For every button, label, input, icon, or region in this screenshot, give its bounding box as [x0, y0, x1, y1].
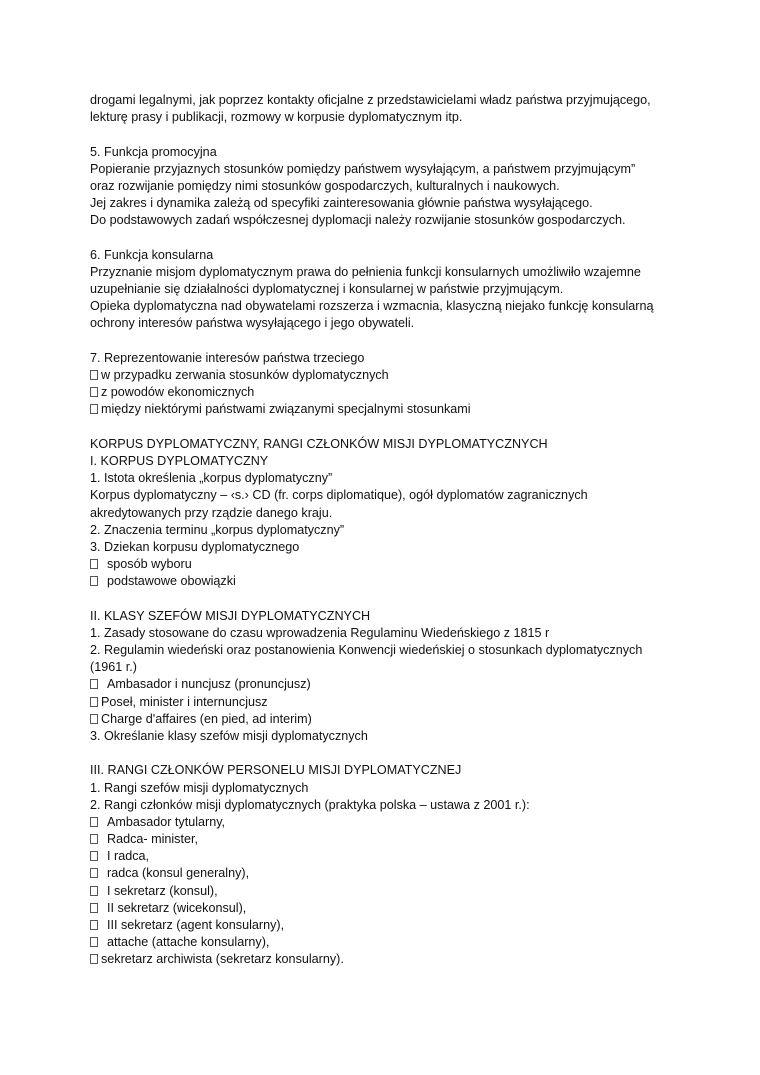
list-item: między niektórymi państwami związanymi specjalnymi stosunkami [90, 401, 680, 418]
paragraph-line: Korpus dyplomatyczny – ‹s.› CD (fr. corps diplomatique), ogół dyplomatów zagranicznych [90, 488, 588, 503]
paragraph-line: akredytowanych przy rządzie danego kraju. [90, 505, 333, 520]
paragraph-line: lekturę prasy i publikacji, rozmowy w korpusie dyplomatycznym itp. [90, 110, 463, 125]
paragraph-line: 3. Określanie klasy szefów misji dyplomatycznych [90, 728, 368, 743]
paragraph-line: oraz rozwijanie pomiędzy nimi stosunków gospodarczych, kulturalnych i naukowych. [90, 178, 560, 193]
list-item: w przypadku zerwania stosunków dyplomatycznych [90, 367, 680, 384]
list-item: II sekretarz (wicekonsul), [90, 900, 680, 917]
bullet-box-icon [90, 576, 98, 586]
list-item: radca (konsul generalny), [90, 865, 680, 882]
list-item: attache (attache konsularny), [90, 934, 680, 951]
paragraph-line: 3. Dziekan korpusu dyplomatycznego [90, 539, 300, 554]
section-heading: 7. Reprezentowanie interesów państwa trzeciego [90, 350, 365, 365]
bullet-box-icon [90, 834, 98, 844]
paragraph-line: ochrony interesów państwa wysyłającego i jego obywateli. [90, 316, 415, 331]
document-body [90, 92, 680, 969]
bullet-box-icon [90, 886, 98, 896]
section-heading: II. KLASY SZEFÓW MISJI DYPLOMATYCZNYCH [90, 608, 371, 623]
list-item: III sekretarz (agent konsularny), [90, 917, 680, 934]
paragraph-line: 1. Istota określenia „korpus dyplomatyczny” [90, 471, 333, 486]
paragraph-line: 2. Rangi członków misji dyplomatycznych (praktyka polska – ustawa z 2001 r.): [90, 797, 530, 812]
list-item: I radca, [90, 848, 680, 865]
list-item: I sekretarz (konsul), [90, 883, 680, 900]
bullet-box-icon [90, 903, 98, 913]
section-heading: 5. Funkcja promocyjna [90, 144, 217, 159]
list-item: Charge d'affaires (en pied, ad interim) [90, 711, 680, 728]
bullet-box-icon [90, 937, 98, 947]
list-item: Poseł, minister i internuncjusz [90, 694, 680, 711]
list-item: z powodów ekonomicznych [90, 384, 680, 401]
bullet-box-icon [90, 920, 98, 930]
bullet-box-icon [90, 851, 98, 861]
section-heading: 6. Funkcja konsularna [90, 247, 214, 262]
bullet-box-icon [90, 370, 98, 380]
section-heading: I. KORPUS DYPLOMATYCZNY [90, 453, 269, 468]
list-item: podstawowe obowiązki [90, 573, 680, 590]
bullet-box-icon [90, 559, 98, 569]
chapter-title: KORPUS DYPLOMATYCZNY, RANGI CZŁONKÓW MISJI DYPLOMATYCZNYCH [90, 436, 548, 451]
paragraph-line: uzupełnianie się działalności dyplomatycznej i konsularnej w państwie przyjmującym. [90, 282, 564, 297]
paragraph-line: 2. Znaczenia terminu „korpus dyplomatyczny” [90, 522, 345, 537]
paragraph-line: drogami legalnymi, jak poprzez kontakty oficjalne z przedstawicielami władz państwa przyjmującego, [90, 93, 651, 107]
list-item: sekretarz archiwista (sekretarz konsularny). [90, 951, 680, 968]
bullet-box-icon [90, 817, 98, 827]
paragraph-line: Opieka dyplomatyczna nad obywatelami rozszerza i wzmacnia, klasyczną niejako funkcję konsularną [90, 299, 654, 314]
bullet-box-icon [90, 387, 98, 397]
paragraph-line: 1. Zasady stosowane do czasu wprowadzenia Regulaminu Wiedeńskiego z 1815 r [90, 625, 550, 640]
bullet-box-icon [90, 697, 98, 707]
paragraph-line: Do podstawowych zadań współczesnej dyplomacji należy rozwijanie stosunków gospodarczych. [90, 213, 626, 228]
paragraph-line: 1. Rangi szefów misji dyplomatycznych [90, 780, 309, 795]
bullet-box-icon [90, 868, 98, 878]
list-item: Ambasador tytularny, [90, 814, 680, 831]
paragraph-line: (1961 r.) [90, 660, 137, 675]
bullet-box-icon [90, 404, 98, 414]
paragraph-line: 2. Regulamin wiedeński oraz postanowienia Konwencji wiedeńskiej o stosunkach dyplomatycznych [90, 643, 643, 657]
list-item: Ambasador i nuncjusz (pronuncjusz) [90, 676, 680, 693]
paragraph-line: Popieranie przyjaznych stosunków pomiędzy państwem wysyłającym, a państwem przyjmującym” [90, 161, 636, 176]
list-item: Radca- minister, [90, 831, 680, 848]
bullet-box-icon [90, 714, 98, 724]
section-heading: III. RANGI CZŁONKÓW PERSONELU MISJI DYPLOMATYCZNEJ [90, 763, 462, 778]
paragraph-line: Przyznanie misjom dyplomatycznym prawa do pełnienia funkcji konsularnych umożliwiło wzajemne [90, 264, 641, 279]
bullet-box-icon [90, 954, 98, 964]
bullet-box-icon [90, 679, 98, 689]
list-item: sposób wyboru [90, 556, 680, 573]
paragraph-line: Jej zakres i dynamika zależą od specyfiki zainteresowania głównie państwa wysyłającego. [90, 196, 593, 211]
